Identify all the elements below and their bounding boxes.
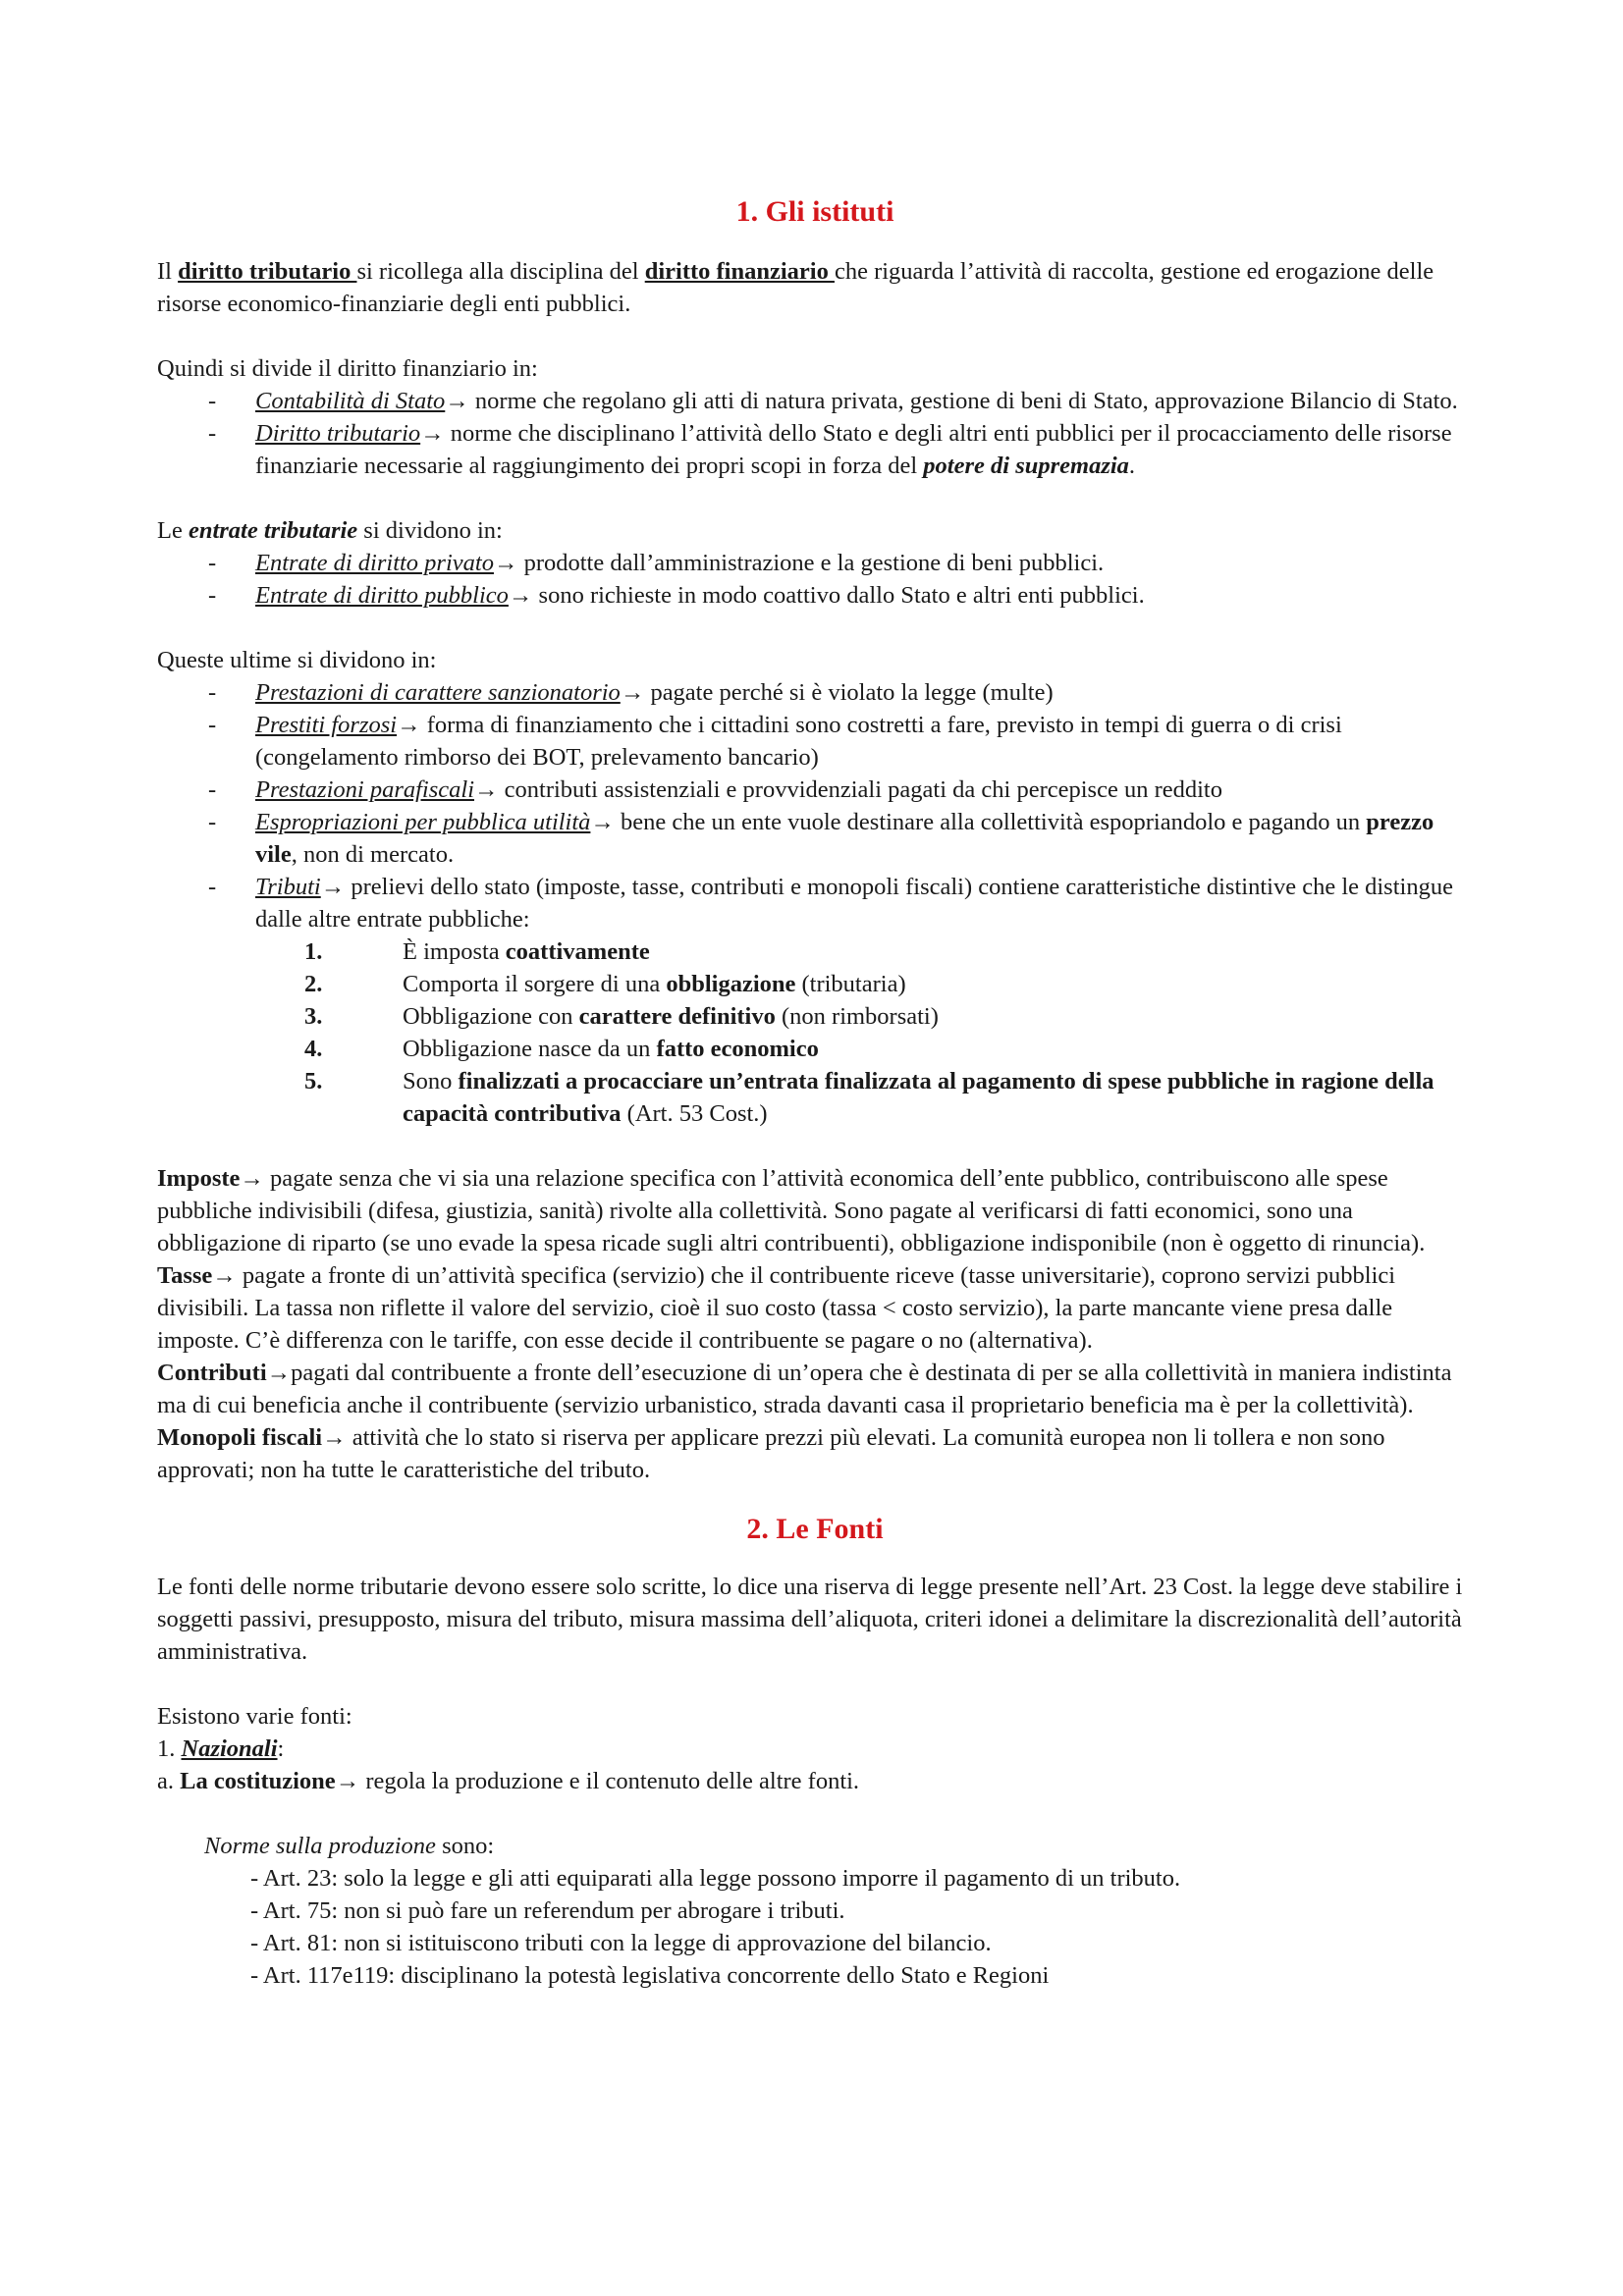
dash-marker: - (208, 388, 217, 414)
text-run: Le (157, 517, 189, 544)
definitions-block (157, 1162, 1473, 1486)
numbered-item (157, 1000, 1473, 1033)
item-emphasis: finalizzati a procacciare un’entrata finalizzata al pagamento di spese pubbliche in ragione della capacità contributiva (403, 1068, 1434, 1127)
text-run: si ricollega alla disciplina del (356, 258, 645, 285)
ultime-list (157, 676, 1473, 935)
item-text: sono richieste in modo coattivo dallo Stato e altri enti pubblici. (532, 582, 1145, 609)
item-label: Diritto tributario (255, 420, 421, 447)
item-number: 2. (304, 971, 323, 997)
item-number: 1. (304, 938, 323, 965)
item-number: 1. (157, 1735, 182, 1762)
dash-marker: - (208, 809, 217, 835)
arrow-icon: → (322, 1424, 347, 1451)
definition-imposte (157, 1162, 1473, 1259)
text-run: : (277, 1735, 285, 1762)
definition-term: Imposte (157, 1165, 241, 1192)
term-norme-produzione: Norme sulla produzione (204, 1833, 436, 1859)
arrow-icon: → (620, 679, 645, 706)
item-tail: , non di mercato. (291, 841, 455, 868)
arrow-icon: → (335, 1768, 360, 1794)
text-run: si dividono in: (357, 517, 503, 544)
article-item: - Art. 75: non si può fare un referendum per abrogare i tributi. (250, 1897, 845, 1924)
list-item (157, 385, 1473, 417)
dash-marker: - (208, 420, 217, 447)
item-label: Espropriazioni per pubblica utilità (255, 809, 591, 835)
list-item (157, 579, 1473, 612)
norme-produzione-intro (157, 1830, 1473, 1862)
definition-term: Monopoli fiscali (157, 1424, 323, 1451)
dash-marker: - (208, 550, 217, 576)
numbered-item (157, 1065, 1473, 1130)
text-run: Obbligazione con (403, 1003, 579, 1030)
article-item: - Art. 81: non si istituiscono tributi con la legge di approvazione del bilancio. (250, 1930, 992, 1956)
arrow-icon: → (266, 1360, 292, 1386)
definition-text: pagate a fronte di un’attività specifica (servizio) che il contribuente riceve (tasse universitarie), coprono servizi pubblici divisibili. La tassa non riflette il valore del servizio, cioè il suo costo (tassa < costo servizio), la parte mancante viene presa dalle imposte. C’è differenza con le tariffe, con esse decide il contribuente se pagare o no (alternativa). (157, 1262, 1396, 1354)
item-prefix: a. (157, 1768, 181, 1794)
list-item (157, 417, 1473, 482)
item-label: Prestiti forzosi (255, 712, 398, 738)
list-item (157, 806, 1473, 871)
dash-marker: - (208, 712, 217, 738)
item-tail: . (1128, 453, 1136, 479)
term-diritto-finanziario: diritto finanziario (644, 258, 835, 285)
dash-marker: - (208, 776, 217, 803)
definition-text: attività che lo stato si riserva per applicare prezzi più elevati. La comunità europea non li tollera e non sono approvati; non ha tutte le caratteristiche del tributo. (157, 1424, 1385, 1483)
item-label: Entrate di diritto pubblico (255, 582, 509, 609)
article-item: - Art. 23: solo la legge e gli atti equiparati alla legge possono imporre il pagamento di un tributo. (250, 1865, 1181, 1892)
arrow-icon: → (474, 776, 499, 803)
divide-list (157, 385, 1473, 482)
item-number: 5. (304, 1068, 323, 1095)
term-costituzione: La costituzione (180, 1768, 336, 1794)
article-item: - Art. 117e119: disciplinano la potestà legislativa concorrente dello Stato e Regioni (250, 1962, 1050, 1989)
item-emphasis: coattivamente (505, 938, 650, 965)
text-run: È imposta (403, 938, 506, 965)
item-text: regola la produzione e il contenuto delle altre fonti. (359, 1768, 860, 1794)
item-text: prelievi dello stato (imposte, tasse, contributi e monopoli fiscali) contiene caratteristiche distintive che le distingue dalle altre entrate pubbliche: (255, 874, 1453, 933)
item-emphasis: carattere definitivo (578, 1003, 776, 1030)
definition-text: pagate senza che vi sia una relazione specifica con l’attività economica dell’ente pubblico, contribuiscono alle spese pubbliche indivisibili (difesa, giustizia, sanità) rivolte alla collettività. Sono pagate al verificarsi di fatti economici, sono una obbligazione di riparto (se uno evade la spesa ricade sugli altri contribuenti), obbligazione indisponibile (non è oggetto di rinuncia). (157, 1165, 1426, 1256)
text-run: Obbligazione nasce da un (403, 1036, 657, 1062)
item-text: bene che un ente vuole destinare alla collettività espopriandolo e pagando un (614, 809, 1367, 835)
heading-gli-istituti: 1. Gli istituti (735, 195, 894, 228)
arrow-icon: → (240, 1165, 264, 1192)
arrow-icon: → (420, 420, 445, 447)
item-emphasis: prezzo vile (255, 809, 1434, 868)
item-label: Tributi (255, 874, 321, 900)
term-nazionali: Nazionali (181, 1735, 278, 1762)
fonti-list-intro: Esistono varie fonti: (157, 1703, 352, 1730)
divide-intro: Quindi si divide il diritto finanziario in: (157, 355, 538, 382)
arrow-icon: → (493, 550, 518, 576)
text-run: Sono (403, 1068, 459, 1095)
definition-tasse (157, 1259, 1473, 1357)
entrate-intro (157, 514, 1473, 547)
entrate-list (157, 547, 1473, 612)
item-text: forma di finanziamento che i cittadini sono costretti a fare, previsto in tempi di guerra o di crisi (congelamento rimborso dei BOT, prelevamento bancario) (255, 712, 1342, 771)
list-item (157, 774, 1473, 806)
term-diritto-tributario: diritto tributario (178, 258, 357, 285)
tributi-characteristics (157, 935, 1473, 1130)
text-run: (Art. 53 Cost.) (621, 1100, 768, 1127)
heading-le-fonti: 2. Le Fonti (746, 1513, 884, 1545)
dash-marker: - (208, 679, 217, 706)
item-emphasis: potere di supremazia (923, 453, 1129, 479)
item-label: Prestazioni parafiscali (255, 776, 475, 803)
numbered-item (157, 1033, 1473, 1065)
dash-marker: - (208, 582, 217, 609)
numbered-item (157, 968, 1473, 1000)
list-item (157, 871, 1473, 935)
definition-term: Tasse (157, 1262, 213, 1289)
item-number: 3. (304, 1003, 323, 1030)
item-label: Contabilità di Stato (255, 388, 446, 414)
fonti-costituzione (157, 1765, 1473, 1797)
ultime-intro: Queste ultime si dividono in: (157, 647, 437, 673)
text-run: Il (157, 258, 179, 285)
item-text: pagate perché si è violato la legge (multe) (644, 679, 1054, 706)
item-label: Entrate di diritto privato (255, 550, 494, 576)
list-item (157, 676, 1473, 709)
term-entrate-tributarie: entrate tributarie (188, 517, 358, 544)
item-text: contributi assistenziali e provvidenziali pagati da chi percepisce un reddito (498, 776, 1222, 803)
arrow-icon: → (212, 1262, 237, 1289)
item-emphasis: obbligazione (666, 971, 796, 997)
list-item (157, 547, 1473, 579)
text-run: (non rimborsati) (775, 1003, 939, 1030)
arrow-icon: → (397, 712, 421, 738)
definition-term: Contributi (157, 1360, 267, 1386)
arrow-icon: → (320, 874, 346, 900)
item-text: prodotte dall’amministrazione e la gestione di beni pubblici. (517, 550, 1105, 576)
dash-marker: - (208, 874, 217, 900)
item-text: norme che regolano gli atti di natura privata, gestione di beni di Stato, approvazione Bilancio di Stato. (468, 388, 1458, 414)
text-run: che riguarda l’attività di raccolta, gestione ed erogazione delle risorse economico-finanziarie degli enti pubblici. (157, 258, 1434, 317)
numbered-item (157, 935, 1473, 968)
text-run: (tributaria) (795, 971, 906, 997)
intro-paragraph (157, 255, 1473, 320)
document-body (157, 192, 1473, 1992)
arrow-icon: → (590, 809, 615, 835)
fonti-nazionali (157, 1733, 1473, 1765)
item-text: norme che disciplinano l’attività dello Stato e degli altri enti pubblici per il procacciamento delle risorse finanziarie necessarie al raggiungimento dei propri scopi in forza del (255, 420, 1452, 479)
text-run: Comporta il sorgere di una (403, 971, 667, 997)
list-item (157, 709, 1473, 774)
arrow-icon: → (508, 582, 533, 609)
definition-contributi (157, 1357, 1473, 1421)
text-run: sono: (435, 1833, 495, 1859)
item-emphasis: fatto economico (656, 1036, 819, 1062)
fonti-intro-paragraph: Le fonti delle norme tributarie devono essere solo scritte, lo dice una riserva di legge presente nell’Art. 23 Cost. la legge deve stabilire i soggetti passivi, presupposto, misura del tributo, misura massima dell’aliquota, criteri idonei a delimitare la discrezionalità dell’autorità amministrativa. (157, 1574, 1463, 1665)
item-label: Prestazioni di carattere sanzionatorio (255, 679, 621, 706)
item-number: 4. (304, 1036, 323, 1062)
definition-monopoli-fiscali (157, 1421, 1473, 1486)
definition-text: pagati dal contribuente a fronte dell’esecuzione di un’opera che è destinata di per se alla collettività in maniera indistinta ma di cui beneficia anche il contribuente (servizio urbanistico, strada davanti casa il proprietario beneficia ma è per la collettività). (157, 1360, 1452, 1418)
arrow-icon: → (445, 388, 469, 414)
